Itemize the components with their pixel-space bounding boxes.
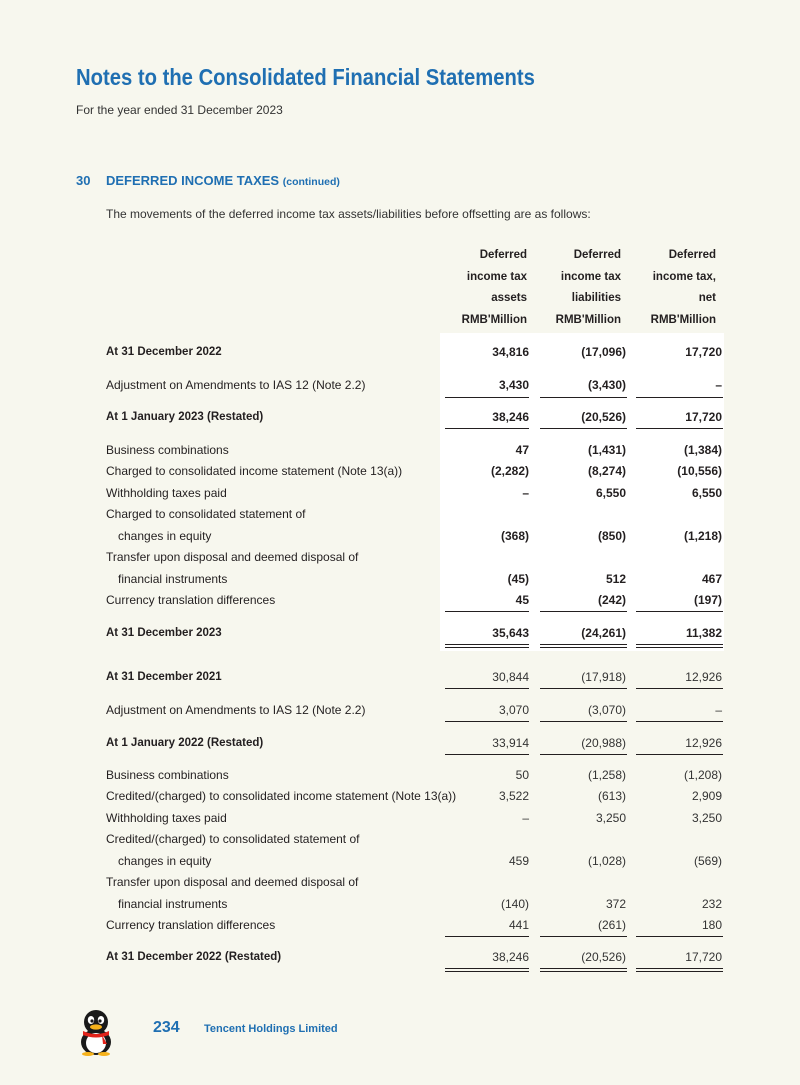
rule [445,611,529,612]
section-continued: (continued) [282,176,340,188]
cell-assets: (45) [507,572,529,586]
cell-assets: 47 [515,443,529,457]
section-intro: The movements of the deferred income tax assets/liabilities before offsetting are as follows: [106,207,591,221]
table-row [0,570,800,588]
cell-liabilities: (17,918) [581,670,626,684]
table-row [0,701,800,719]
cell-liabilities: (20,988) [581,736,626,750]
rule [445,397,529,398]
row-label: Adjustment on Amendments to IAS 12 (Note 2.2) [106,378,366,392]
rule [636,611,723,612]
cell-assets: (2,282) [490,464,529,478]
cell-net: 467 [701,572,722,586]
cell-assets: 33,914 [492,736,529,750]
cell-assets: 459 [508,854,529,868]
header-line: liabilities [571,292,621,304]
cell-net: – [715,703,722,717]
cell-assets: 50 [515,768,529,782]
cell-net: 17,720 [685,345,722,359]
rule [540,428,627,429]
row-label: At 1 January 2023 (Restated) [106,411,264,423]
rule [445,721,529,722]
table-row [0,527,800,545]
double-rule [445,968,529,972]
cell-net: (10,556) [677,464,722,478]
row-label: Business combinations [106,768,229,782]
section-number: 30 [76,173,91,188]
cell-liabilities: (1,258) [587,768,626,782]
cell-assets: 441 [508,918,529,932]
table-row [0,787,800,805]
cell-net: 232 [701,897,722,911]
cell-liabilities: (850) [597,529,626,543]
double-rule [636,644,723,648]
cell-liabilities: (613) [597,789,626,803]
cell-assets: – [522,486,529,500]
cell-assets: (140) [500,897,529,911]
page-subtitle: For the year ended 31 December 2023 [76,103,283,117]
table-row [0,441,800,459]
header-line: income tax [560,270,621,283]
table-row [0,830,800,848]
rule [540,721,627,722]
section-heading [76,173,340,188]
row-label: Withholding taxes paid [106,811,227,825]
header-line: RMB'Million [650,313,716,326]
section-title: DEFERRED INCOME TAXES [106,173,280,188]
page-title: Notes to the Consolidated Financial Statements [76,64,535,90]
cell-assets: 3,070 [498,703,529,717]
cell-net: 11,382 [685,626,722,640]
row-label: At 31 December 2022 [106,346,222,358]
cell-net: (569) [693,854,722,868]
table-row [0,809,800,827]
column-header-liabilities [556,245,621,331]
row-label: At 31 December 2023 [106,627,222,639]
header-line: net [698,292,716,304]
cell-assets: 35,643 [492,626,529,640]
page-number: 234 [153,1019,180,1036]
row-label: At 1 January 2022 (Restated) [106,737,264,749]
column-header-net [651,245,716,331]
rule [445,428,529,429]
rule [636,721,723,722]
table-row [0,948,800,966]
rule [540,397,627,398]
cell-assets: 30,844 [492,670,529,684]
cell-net: 12,926 [685,736,722,750]
rule [540,754,627,755]
cell-liabilities: (17,096) [581,345,626,359]
row-label: Charged to consolidated statement of [106,507,306,521]
header-line: Deferred [479,249,527,261]
row-label: financial instruments [118,897,228,911]
table-row [0,548,800,566]
row-label: Transfer upon disposal and deemed disposal of [106,875,359,889]
rule [636,754,723,755]
rule [540,611,627,612]
table-row [0,462,800,480]
table-row [0,916,800,934]
cell-liabilities: 3,250 [595,811,626,825]
cell-liabilities: (3,430) [587,378,626,392]
cell-net: – [715,378,722,392]
cell-liabilities: 372 [605,897,626,911]
table-row [0,895,800,913]
double-rule [540,968,627,972]
cell-assets: 45 [515,593,529,607]
table-row [0,766,800,784]
cell-liabilities: (24,261) [581,626,626,640]
rule [636,397,723,398]
row-label: At 31 December 2021 [106,671,222,683]
cell-net: 17,720 [685,950,722,964]
cell-liabilities: (242) [597,593,626,607]
row-label: changes in equity [118,529,212,543]
row-label: Currency translation differences [106,593,276,607]
cell-assets: – [522,811,529,825]
rule [636,428,723,429]
table-row [0,852,800,870]
cell-assets: 38,246 [492,410,529,424]
cell-liabilities: (3,070) [587,703,626,717]
cell-assets: (368) [500,529,529,543]
cell-liabilities: (20,526) [581,950,626,964]
cell-liabilities: (8,274) [587,464,626,478]
table-row [0,668,800,686]
row-label: Credited/(charged) to consolidated statement of [106,832,360,846]
cell-net: 3,250 [691,811,722,825]
header-line: Deferred [573,249,621,261]
double-rule [540,644,627,648]
row-label: Transfer upon disposal and deemed disposal of [106,550,359,564]
header-line: assets [491,292,527,304]
cell-net: 17,720 [685,410,722,424]
cell-net: 12,926 [685,670,722,684]
row-label: Adjustment on Amendments to IAS 12 (Note 2.2) [106,703,366,717]
cell-net: (1,218) [683,529,722,543]
header-line: Deferred [668,249,716,261]
row-label: Currency translation differences [106,918,276,932]
rule [445,688,529,689]
row-label: Withholding taxes paid [106,486,227,500]
cell-liabilities: 512 [605,572,626,586]
table-row [0,624,800,642]
rule [540,688,627,689]
table-row [0,734,800,752]
rule [445,936,529,937]
header-line: income tax [466,270,527,283]
column-header-assets [462,245,527,331]
row-label: Charged to consolidated income statement (Note 13(a)) [106,464,403,478]
header-line: income tax, [652,270,716,283]
table-row [0,591,800,609]
cell-net: 6,550 [691,486,722,500]
rule [445,754,529,755]
table-row [0,484,800,502]
cell-assets: 38,246 [492,950,529,964]
cell-net: (1,208) [683,768,722,782]
company-name: Tencent Holdings Limited [204,1023,338,1035]
cell-liabilities: 6,550 [595,486,626,500]
row-label: Business combinations [106,443,229,457]
cell-net: (1,384) [683,443,722,457]
row-label: changes in equity [118,854,212,868]
cell-liabilities: (1,028) [587,854,626,868]
rule [636,688,723,689]
header-line: RMB'Million [555,313,621,326]
row-label: At 31 December 2022 (Restated) [106,951,282,963]
table-row [0,376,800,394]
rule [636,936,723,937]
cell-net: (197) [693,593,722,607]
cell-liabilities: (1,431) [587,443,626,457]
cell-liabilities: (20,526) [581,410,626,424]
table-row [0,873,800,891]
double-rule [445,644,529,648]
cell-net: 180 [701,918,722,932]
double-rule [636,968,723,972]
table-row [0,505,800,523]
cell-assets: 3,430 [498,378,529,392]
header-line: RMB'Million [461,313,527,326]
cell-assets: 34,816 [492,345,529,359]
row-label: financial instruments [118,572,228,586]
penguin-icon [75,1008,117,1056]
cell-assets: 3,522 [498,789,529,803]
table-row [0,343,800,361]
row-label: Credited/(charged) to consolidated income statement (Note 13(a)) [106,789,457,803]
cell-net: 2,909 [691,789,722,803]
cell-liabilities: (261) [597,918,626,932]
table-row [0,408,800,426]
rule [540,936,627,937]
